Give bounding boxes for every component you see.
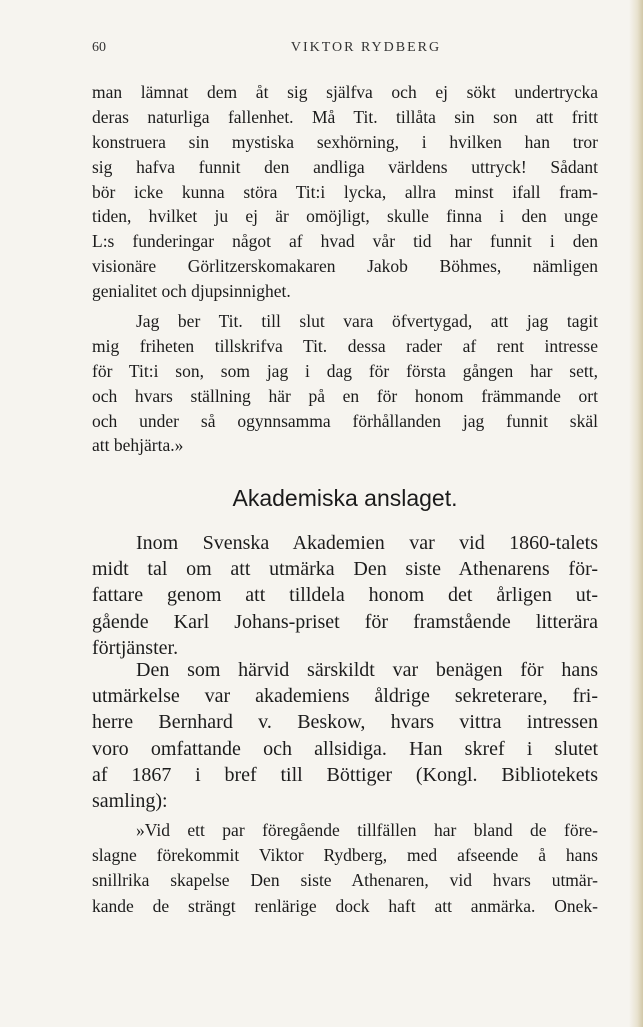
running-head: VIKTOR RYDBERG xyxy=(290,40,442,55)
text-line: bör icke kunna störa Tit:i lycka, allra minst ifall fram- xyxy=(92,181,598,202)
text-line: samling): xyxy=(92,789,168,812)
text-line: snillrika skapelse Den siste Athenaren, vid hvars utmär- xyxy=(92,870,598,891)
text-line: förtjänster. xyxy=(92,636,179,659)
text-line: tiden, hvilket ju ej är omöjligt, skulle finna i den unge xyxy=(92,206,598,227)
paragraph-1 xyxy=(92,80,598,304)
text-line: konstruera sin mystiska sexhörning, i hvilken han tror xyxy=(92,131,598,152)
page-number: 60 xyxy=(92,40,106,55)
text-line: fattare genom att tilldela honom det årligen ut- xyxy=(92,584,598,607)
text-line: deras naturliga fallenhet. Må Tit. tillåta sin son att fritt xyxy=(92,106,598,127)
text-line: voro omfattande och allsidiga. Han skref i slutet xyxy=(92,737,598,760)
text-line: genialitet och djupsinnighet. xyxy=(92,281,291,302)
text-line: L:s funderingar något af hvad vår tid har funnit i den xyxy=(92,231,598,252)
text-line: mig friheten tillskrifva Tit. dessa rader af rent intresse xyxy=(92,335,598,356)
text-line: »Vid ett par föregående tillfällen har bland de före- xyxy=(136,820,598,840)
text-line: Den som härvid särskildt var benägen för hans xyxy=(136,659,598,681)
text-line: att behjärta.» xyxy=(92,435,184,456)
text-line: af 1867 i bref till Böttiger (Kongl. Bibliotekets xyxy=(92,763,598,786)
text-line: visionäre Görlitzerskomakaren Jakob Böhmes, nämligen xyxy=(92,256,598,277)
paragraph-3 xyxy=(92,530,598,661)
page-header xyxy=(92,40,600,60)
text-line: Jag ber Tit. till slut vara öfvertygad, att jag tagit xyxy=(136,311,598,331)
section-heading: Akademiska anslaget. xyxy=(232,485,458,511)
paragraph-2 xyxy=(92,309,598,458)
text-line: kande de strängt renlärige dock haft att anmärka. Onek- xyxy=(92,895,598,916)
page-edge xyxy=(629,0,643,1027)
text-line: och hvars ställning här på en för honom främmande ort xyxy=(92,385,598,406)
text-line: man lämnat dem åt sig själfva och ej sökt undertrycka xyxy=(92,82,598,102)
text-line: och under så ogynnsamma förhållanden jag funnit skäl xyxy=(92,410,598,431)
text-line: slagne förekommit Viktor Rydberg, med afseende å hans xyxy=(92,845,598,866)
text-line: Inom Svenska Akademien var vid 1860-talets xyxy=(136,532,598,554)
text-line: gående Karl Johans-priset för framstående litterära xyxy=(92,610,598,633)
paragraph-4 xyxy=(92,657,598,814)
text-line: utmärkelse var akademiens åldrige sekreterare, fri- xyxy=(92,685,598,708)
text-line: midt tal om att utmärka Den siste Athenarens för- xyxy=(92,558,598,581)
text-line: sig hafva funnit den andliga världens uttryck! Sådant xyxy=(92,156,598,177)
paragraph-5 xyxy=(92,818,598,919)
text-line: för Tit:i son, som jag i dag för första gången har sett, xyxy=(92,360,598,381)
text-line: herre Bernhard v. Beskow, hvars vittra intressen xyxy=(92,711,598,734)
